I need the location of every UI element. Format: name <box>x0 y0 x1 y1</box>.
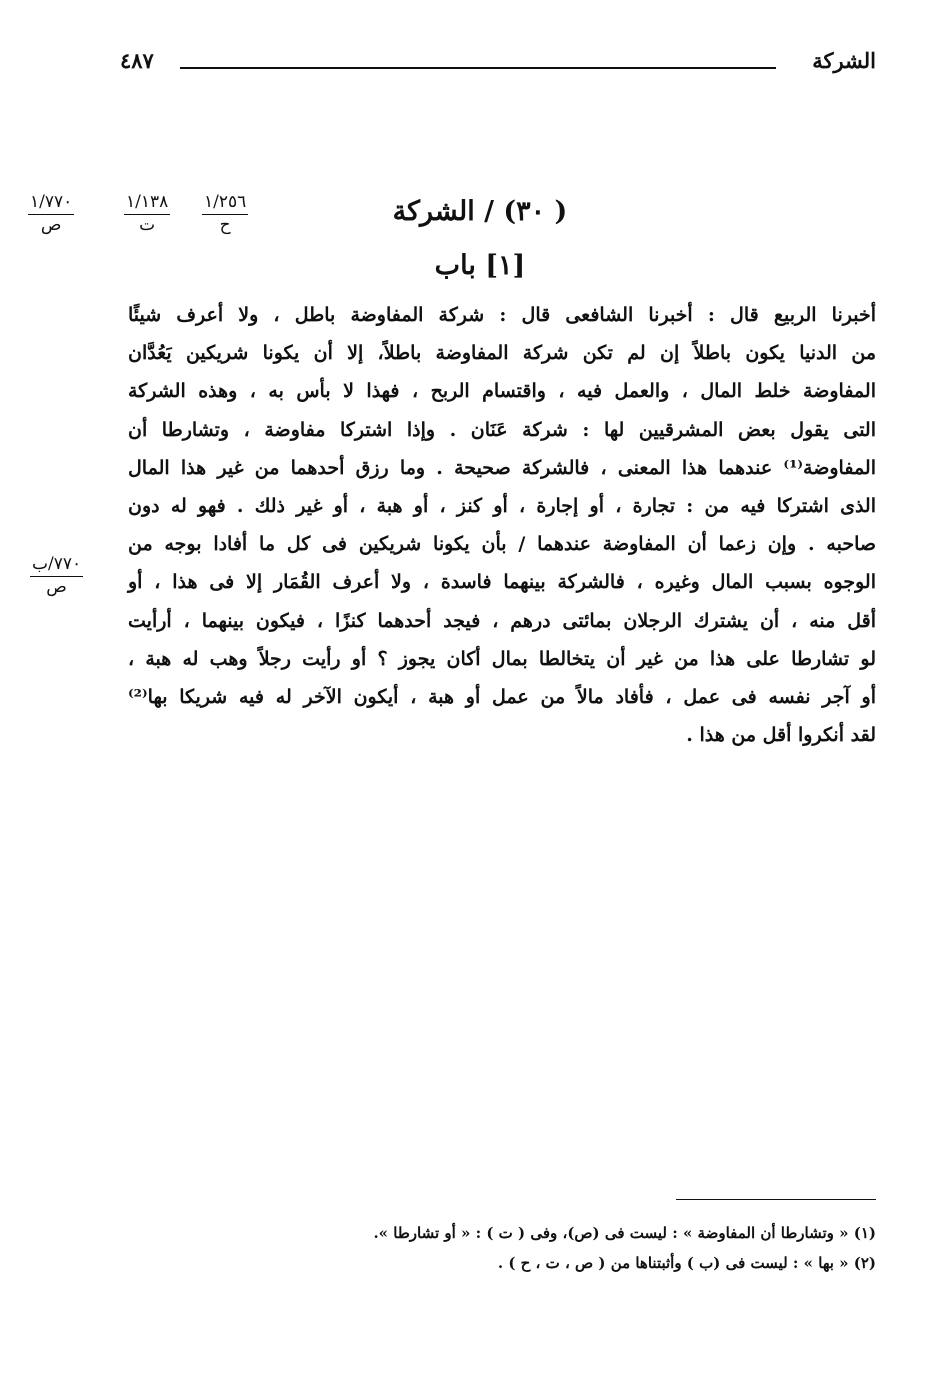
footnote-rule <box>676 1199 876 1200</box>
body-line: لو تشارطا على هذا من غير أن يتخالطا بمال أكان يجوز ؟ أو رأيت رجلاً وهب له هبة ، <box>128 647 876 670</box>
section-title: [١] باب <box>434 250 526 281</box>
folio-number: ١/١٣٨ <box>124 192 170 215</box>
body-line: المفاوضة⁽¹⁾ عندهما هذا المعنى ، فالشركة صحيحة . وما رزق أحدهما من غير هذا المال <box>128 456 876 479</box>
manuscript-ref-ta <box>124 192 170 235</box>
body-text <box>128 296 876 754</box>
manuscript-siglum: ص <box>46 577 67 597</box>
body-line: لقد أنكروا أقل من هذا . <box>686 724 876 747</box>
manuscript-siglum: ت <box>139 215 156 235</box>
margin-folio-ref <box>30 554 83 597</box>
folio-number: ١/٧٧٠ <box>28 192 74 215</box>
folio-number: ٧٧٠/ب <box>30 554 83 577</box>
body-line: من الدنيا يكون باطلاً إن لم تكن شركة المفاوضة باطلاً، إلا أن يكونا شريكين يَعُدَّان <box>128 342 876 365</box>
body-line: صاحبه . وإن زعما أن المفاوضة عندهما / بأن يكونا شريكين فى كل ما أفادا بوجه من <box>128 533 876 556</box>
manuscript-siglum: ص <box>40 215 62 235</box>
page-number: ٤٨٧ <box>120 48 154 73</box>
body-line: المفاوضة خلط المال ، والعمل فيه ، واقتسام الربح ، فهذا لا بأس به ، وهذه الشركة <box>128 380 876 403</box>
footnote: (٢) « بها » : ليست فى (ب ) وأثبتناها من ( ص ، ت ، ح ) . <box>497 1254 876 1272</box>
body-line: الوجوه بسبب المال وغيره ، فالشركة بينهما فاسدة ، ولا أعرف القُمَار إلا فى هذا ، أو <box>128 571 876 594</box>
folio-number: ١/٢٥٦ <box>202 192 248 215</box>
running-title: الشركة <box>812 48 876 73</box>
body-line: أو آجر نفسه فى عمل ، فأفاد مالاً من عمل أو هبة ، أيكون الآخر له فيه شريكا بها⁽²⁾ <box>128 685 876 708</box>
body-line: أقل منه ، أن يشترك الرجلان بمائتى درهم ، فيجد أحدهما كنزًا ، فيكون بينهما ، أرأيت <box>128 609 876 632</box>
body-line: الذى اشتركا فيه من : تجارة ، أو إجارة ، أو كنز ، أو هبة ، أو غير ذلك . فهو له دون <box>128 494 876 517</box>
manuscript-ref-sad <box>28 192 74 235</box>
manuscript-ref-ha <box>202 192 248 235</box>
manuscript-siglum: ح <box>219 215 231 235</box>
body-line: أخبرنا الربيع قال : أخبرنا الشافعى قال : شركة المفاوضة باطل ، ولا أعرف شيئًا <box>128 304 876 326</box>
manuscript-references <box>28 192 268 252</box>
footnote: (١) « وتشارطا أن المفاوضة » : ليست فى (ص)، وفى ( ت ) : « أو تشارطا ». <box>373 1224 876 1242</box>
footnotes <box>300 1218 876 1278</box>
running-header <box>120 48 876 78</box>
chapter-title: ( ٣٠) / الشركة <box>392 196 568 227</box>
body-line: التى يقول بعض المشرقيين لها : شركة عَنَان . وإذا اشتركا مفاوضة ، وتشارطا أن <box>128 418 876 441</box>
header-rule <box>180 67 776 69</box>
